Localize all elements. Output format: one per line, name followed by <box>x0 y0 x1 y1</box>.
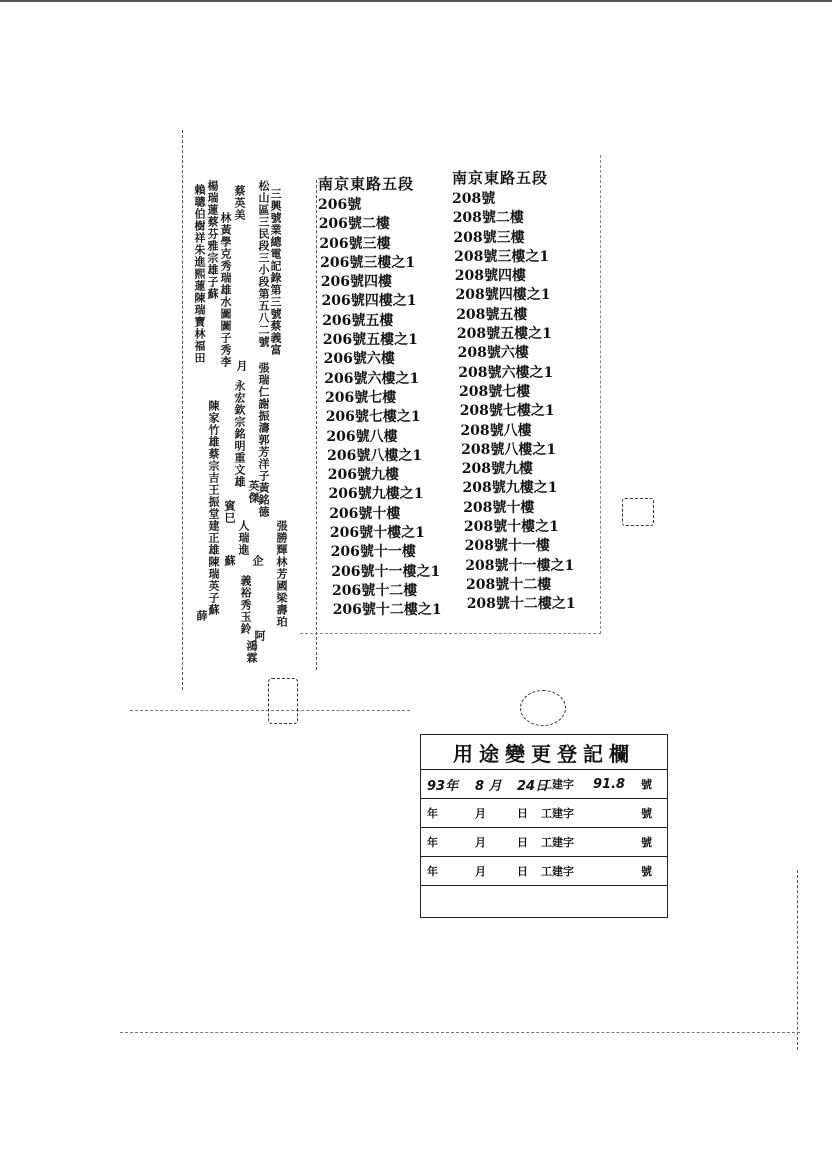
address-column-208 <box>452 167 576 615</box>
address-line: 206號六樓之1 <box>324 370 420 387</box>
address-line: 208號十一樓 <box>464 538 550 555</box>
smudge-mark <box>622 498 654 526</box>
stamp-year: 93年 <box>427 778 459 794</box>
address-line: 208號五樓之1 <box>456 326 552 343</box>
address-line: 206號七樓之1 <box>325 409 421 426</box>
stamp-day: 日 <box>517 865 528 878</box>
stamp-day: 24日 <box>517 778 549 794</box>
address-line: 206號 <box>318 197 362 213</box>
stamp-year: 年 <box>427 836 438 849</box>
address-line: 206號四樓之1 <box>321 293 417 310</box>
address-line: 208號四樓之1 <box>455 287 551 304</box>
address-line: 208號四樓 <box>454 268 527 285</box>
address-line: 206號十二樓之1 <box>332 602 442 619</box>
address-line: 208號十樓 <box>463 499 535 516</box>
smudge-mark <box>520 690 566 726</box>
vertical-text-column: 企 <box>251 555 264 567</box>
address-header: 南京東路五段 <box>318 175 415 193</box>
stamp-suffix: 號 <box>641 778 652 791</box>
stamp-month: 月 <box>475 836 486 849</box>
stamp-year: 年 <box>427 807 438 820</box>
stamp-word: 工建字 <box>541 778 574 791</box>
stamp-suffix: 號 <box>641 865 652 878</box>
address-line: 206號六樓 <box>323 351 395 368</box>
vertical-text-column: 張勝輝林芳國梁壽珀 <box>275 520 288 628</box>
stamp-word: 工建字 <box>541 807 574 820</box>
address-line: 208號六樓 <box>457 345 529 362</box>
address-line: 208號十二樓 <box>466 576 552 593</box>
address-line: 208號三樓之1 <box>454 248 550 265</box>
stamp-year: 年 <box>427 865 438 878</box>
address-line: 208號十樓之1 <box>463 519 559 536</box>
address-line: 208號七樓 <box>459 383 531 400</box>
vertical-text-column: 賓巳 <box>223 500 236 524</box>
stamp-suffix: 號 <box>641 807 652 820</box>
address-line: 206號十一樓之1 <box>331 563 441 580</box>
vertical-text-column: 月 <box>235 360 248 372</box>
scan-far-right-rule <box>797 870 798 1050</box>
vertical-text-column: 蘇 <box>223 555 236 567</box>
scan-edge-line <box>0 0 832 2</box>
address-line: 206號三樓 <box>319 235 391 252</box>
scan-bottom-rule <box>120 1032 800 1033</box>
address-line: 206號八樓 <box>326 428 398 445</box>
vertical-text-column: 鴻霖 <box>245 640 258 664</box>
address-line: 208號五樓 <box>456 306 528 323</box>
stamp-row <box>421 828 667 857</box>
address-header: 南京東路五段 <box>452 169 549 187</box>
address-line: 206號三樓之1 <box>320 254 416 271</box>
address-line: 206號四樓 <box>320 274 393 291</box>
stamp-month: 8 月 <box>475 778 502 794</box>
vertical-text-column: 林黃學克秀瑞雄水圖圖子秀李 <box>219 212 232 368</box>
address-line: 208號十二樓之1 <box>466 596 576 613</box>
vertical-text-column: 蔡英美 <box>233 185 246 221</box>
stamp-row <box>421 799 667 828</box>
address-line: 208號八樓之1 <box>461 441 557 458</box>
stamp-suffix: 號 <box>641 836 652 849</box>
address-line: 208號八樓 <box>460 422 532 439</box>
vertical-text-column: 阿 <box>253 630 266 642</box>
address-line: 208號三樓 <box>453 229 525 246</box>
vertical-text-column: 張瑞仁謝振濤郭芳洋子黃銘德 <box>257 362 270 518</box>
stamp-month: 月 <box>475 807 486 820</box>
vertical-text-column: 人瑞進 <box>237 520 250 556</box>
address-list-panel <box>300 155 601 634</box>
address-line: 206號二樓 <box>318 216 390 233</box>
address-line: 206號十樓之1 <box>329 525 425 542</box>
vertical-text-column: 楊瑞蓮蔡芬雅宗雄子蘇 <box>206 180 219 300</box>
stamp-blank-row <box>421 886 667 910</box>
vertical-text-column: 永宏欽宗銘明重文雄 <box>233 380 246 488</box>
scan-left-rule <box>182 130 183 690</box>
address-column-206 <box>318 173 442 621</box>
vertical-text-column: 義裕秀玉鈴 <box>239 575 252 635</box>
address-line: 208號七樓之1 <box>459 403 555 420</box>
address-line: 206號九樓 <box>327 467 400 484</box>
address-line: 206號五樓之1 <box>322 332 418 349</box>
address-line: 208號九樓之1 <box>462 480 558 497</box>
address-line: 208號二樓 <box>452 210 524 227</box>
stamp-number: 91.8 <box>593 776 626 792</box>
smudge-mark <box>268 678 298 724</box>
vertical-text-column: 賴聰伯樹祥朱進熙蓮陳瑞寶林福田 <box>193 184 206 364</box>
stamp-day: 日 <box>517 836 528 849</box>
stamp-word: 工建字 <box>541 865 574 878</box>
vertical-text-column: 薛 <box>195 610 208 622</box>
use-change-registration-stamp <box>420 734 668 918</box>
vertical-text-column: 陳家竹雄蔡宗吉王振堂建正雄陳瑞英子蘇 <box>207 400 220 616</box>
address-line: 206號五樓 <box>322 312 394 329</box>
stamp-word: 工建字 <box>541 836 574 849</box>
stamp-day: 日 <box>517 807 528 820</box>
address-line: 206號九樓之1 <box>328 486 424 503</box>
address-line: 206號七樓 <box>325 389 397 406</box>
address-line: 208號六樓之1 <box>458 364 554 381</box>
address-line: 208號 <box>452 191 496 207</box>
stamp-month: 月 <box>475 865 486 878</box>
vertical-text-column: 三興號業總電記錄第三號蔡義富 <box>269 188 282 356</box>
address-line: 206號十樓 <box>329 505 401 522</box>
address-line: 208號九樓 <box>461 461 534 478</box>
vertical-text-column: 英傑 <box>247 480 260 504</box>
address-line: 206號八樓之1 <box>327 447 423 464</box>
address-line: 206號十一樓 <box>330 544 416 561</box>
vertical-text-column: 松山區三民段三小段第五八二號 <box>257 180 270 348</box>
address-line: 208號十一樓之1 <box>465 557 575 574</box>
address-line: 206號十二樓 <box>332 582 418 599</box>
stamp-row <box>421 857 667 886</box>
stamp-title: 用途變更登記欄 <box>421 735 667 770</box>
stamp-row <box>421 770 667 799</box>
